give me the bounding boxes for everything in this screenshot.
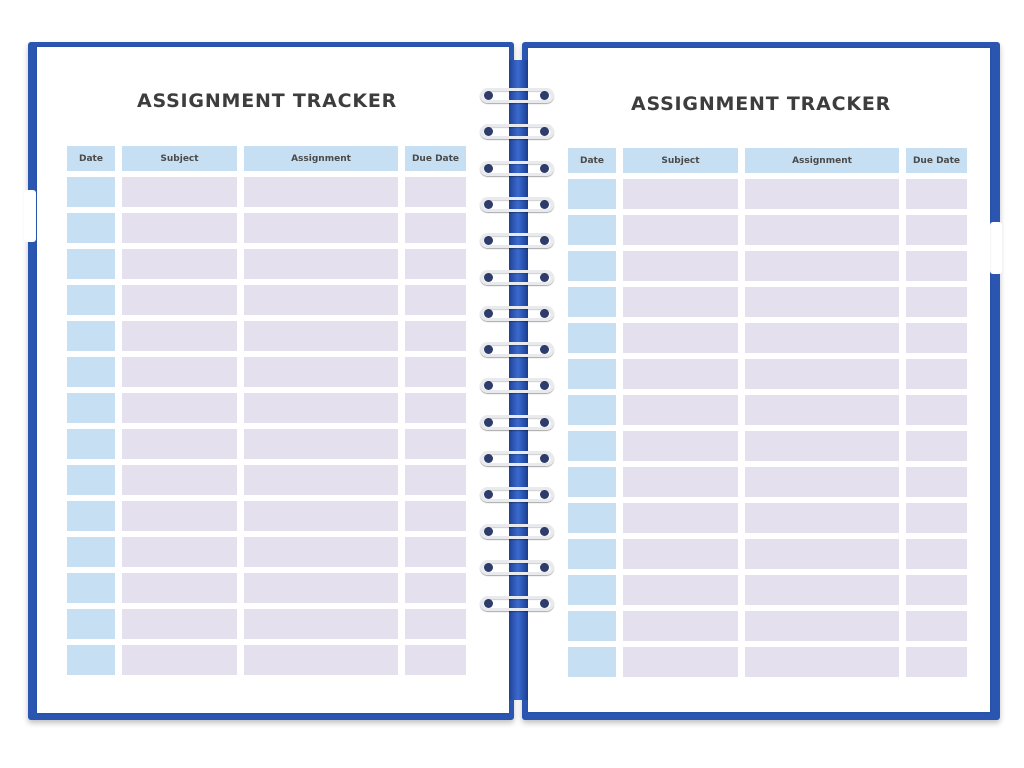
entry-cell [67,249,115,279]
cover-notch [990,222,1002,274]
entry-cell [568,251,616,281]
entry-cell [67,393,115,423]
entry-cell [568,539,616,569]
entry-cell [244,393,398,423]
entry-cell [906,431,967,461]
entry-cell [745,647,899,677]
entry-cell [244,501,398,531]
entry-cell [623,395,738,425]
entry-cell [623,287,738,317]
spiral-ring [480,596,554,611]
entry-cell [244,249,398,279]
entry-cell [745,611,899,641]
left-page [37,47,509,713]
entry-cell [906,215,967,245]
entry-cell [745,539,899,569]
spiral-ring [480,451,554,466]
entry-cell [244,177,398,207]
entry-cell [405,321,466,351]
entry-cell [906,539,967,569]
spiral-ring [480,560,554,575]
entry-cell [67,177,115,207]
entry-cell [405,609,466,639]
entry-cell [405,465,466,495]
entry-cell [67,213,115,243]
entry-cell [745,359,899,389]
entry-cell [244,609,398,639]
entry-cell [405,213,466,243]
entry-cell [405,177,466,207]
column-header-assignment: Assignment [244,146,398,171]
entry-cell [405,645,466,675]
entry-cell [745,287,899,317]
entry-cell [906,395,967,425]
entry-cell [568,215,616,245]
entry-cell [623,359,738,389]
entry-cell [745,179,899,209]
entry-cell [122,177,237,207]
spiral-ring [480,487,554,502]
entry-cell [122,501,237,531]
entry-cell [405,285,466,315]
entry-cell [623,431,738,461]
page-title: ASSIGNMENT TRACKER [136,90,398,112]
entry-cell [906,323,967,353]
entry-cell [906,647,967,677]
entry-cell [745,575,899,605]
entry-cell [405,429,466,459]
entry-cell [122,609,237,639]
entry-cell [244,357,398,387]
spiral-ring [480,306,554,321]
entry-cell [122,249,237,279]
entry-cell [623,215,738,245]
column-header-subject: Subject [122,146,237,171]
entry-cell [122,573,237,603]
entry-cell [568,323,616,353]
entry-cell [623,467,738,497]
entry-cell [405,393,466,423]
column-header-subject: Subject [623,148,738,173]
entry-cell [67,501,115,531]
entry-cell [67,429,115,459]
assignment-table [568,148,967,677]
spiral-ring [480,524,554,539]
entry-cell [122,213,237,243]
spiral-ring [480,378,554,393]
entry-cell [122,465,237,495]
spiral-ring [480,88,554,103]
spiral-ring [480,161,554,176]
entry-cell [623,539,738,569]
entry-cell [745,251,899,281]
entry-cell [623,647,738,677]
entry-cell [67,465,115,495]
entry-cell [623,323,738,353]
entry-cell [906,503,967,533]
entry-cell [405,537,466,567]
entry-cell [568,179,616,209]
entry-cell [244,321,398,351]
entry-cell [244,213,398,243]
spiral-ring [480,124,554,139]
assignment-table [67,146,466,675]
entry-cell [122,357,237,387]
right-page [528,48,990,712]
entry-cell [745,395,899,425]
entry-cell [122,429,237,459]
entry-cell [67,609,115,639]
entry-cell [745,215,899,245]
entry-cell [568,611,616,641]
entry-cell [405,357,466,387]
entry-cell [122,393,237,423]
entry-cell [745,431,899,461]
entry-cell [122,645,237,675]
entry-cell [623,611,738,641]
entry-cell [67,285,115,315]
entry-cell [906,575,967,605]
entry-cell [568,467,616,497]
entry-cell [67,357,115,387]
column-header-assignment: Assignment [745,148,899,173]
entry-cell [906,287,967,317]
entry-cell [405,249,466,279]
entry-cell [623,251,738,281]
entry-cell [623,503,738,533]
spiral-ring [480,342,554,357]
column-header-due-date: Due Date [906,148,967,173]
entry-cell [122,285,237,315]
entry-cell [405,501,466,531]
entry-cell [745,467,899,497]
spiral-ring [480,415,554,430]
entry-cell [244,573,398,603]
entry-cell [405,573,466,603]
entry-cell [244,429,398,459]
entry-cell [244,537,398,567]
cover-notch [24,190,36,242]
spiral-ring [480,233,554,248]
entry-cell [244,285,398,315]
entry-cell [244,465,398,495]
column-header-due-date: Due Date [405,146,466,171]
entry-cell [568,395,616,425]
entry-cell [906,179,967,209]
entry-cell [122,321,237,351]
column-header-date: Date [67,146,115,171]
entry-cell [906,467,967,497]
entry-cell [568,575,616,605]
entry-cell [623,179,738,209]
entry-cell [906,359,967,389]
entry-cell [906,611,967,641]
entry-cell [568,287,616,317]
entry-cell [67,573,115,603]
spiral-ring [480,197,554,212]
spiral-ring [480,270,554,285]
entry-cell [67,321,115,351]
page-title: ASSIGNMENT TRACKER [630,93,892,115]
entry-cell [568,359,616,389]
entry-cell [244,645,398,675]
entry-cell [568,647,616,677]
entry-cell [906,251,967,281]
entry-cell [122,537,237,567]
column-header-date: Date [568,148,616,173]
entry-cell [623,575,738,605]
entry-cell [568,503,616,533]
entry-cell [67,537,115,567]
entry-cell [745,323,899,353]
entry-cell [745,503,899,533]
entry-cell [67,645,115,675]
entry-cell [568,431,616,461]
